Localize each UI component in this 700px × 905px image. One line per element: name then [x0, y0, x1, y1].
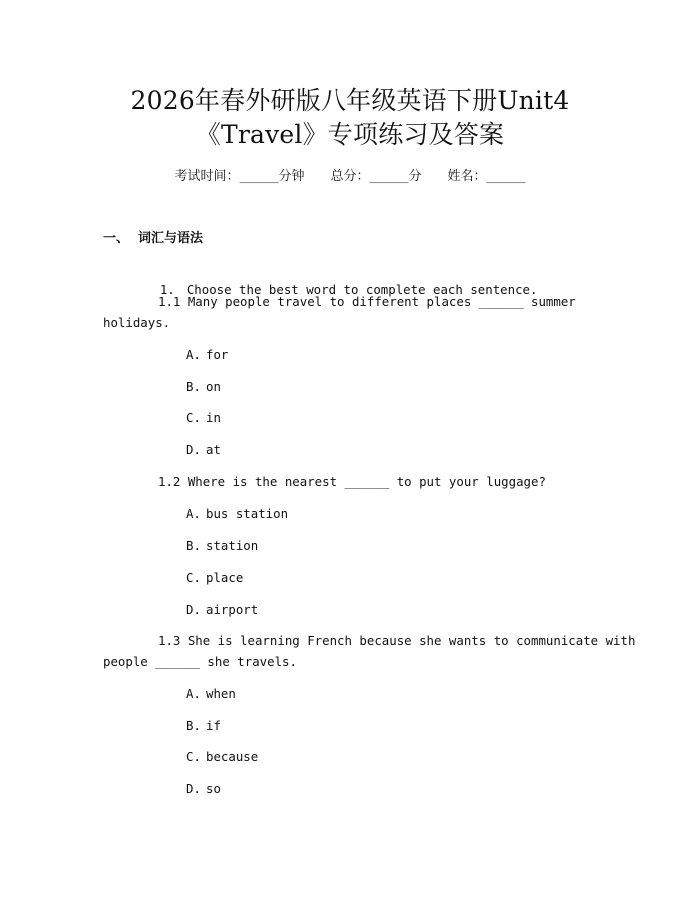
option-1-3-b — [186, 716, 221, 736]
name-field: 姓名：______ — [447, 169, 526, 184]
option-letter: D. — [186, 602, 201, 617]
option-1-1-b — [186, 377, 221, 397]
option-letter: A. — [186, 506, 201, 521]
option-letter: C. — [186, 749, 201, 764]
option-1-1-d — [186, 440, 221, 460]
option-text: because — [206, 749, 259, 764]
option-text: in — [206, 410, 221, 425]
question-1-3-text: 1.3 She is learning French because she wants to communicate with — [158, 633, 636, 648]
option-text: on — [206, 379, 221, 394]
option-1-3-d — [186, 779, 221, 799]
option-letter: A. — [186, 347, 201, 362]
document-title-line2: 《Travel》专项练习及答案 — [195, 120, 505, 149]
option-letter: D. — [186, 442, 201, 457]
option-text: when — [206, 686, 236, 701]
exam-time-field: 考试时间：______分钟 — [174, 169, 305, 184]
option-text: if — [206, 718, 221, 733]
option-letter: C. — [186, 570, 201, 585]
option-1-2-d — [186, 600, 258, 620]
option-letter: C. — [186, 410, 201, 425]
document-title-line1: 2026年春外研版八年级英语下册Unit4 — [130, 86, 570, 115]
question-1-3-continuation: people ______ she travels. — [103, 654, 297, 669]
option-1-2-b — [186, 536, 258, 556]
option-text: for — [206, 347, 229, 362]
option-1-3-a — [186, 684, 236, 704]
section-heading — [103, 229, 203, 249]
option-text: place — [206, 570, 244, 585]
option-1-2-a — [186, 504, 288, 524]
question-instruction-text: Choose the best word to complete each sentence. — [186, 282, 538, 297]
exam-info — [0, 167, 700, 187]
option-text: so — [206, 781, 221, 796]
total-score-field: 总分：______分 — [330, 169, 422, 184]
option-letter: D. — [186, 781, 201, 796]
option-letter: B. — [186, 718, 201, 733]
question-1-2-text: 1.2 Where is the nearest ______ to put your luggage? — [158, 474, 546, 489]
question-1-1-continuation: holidays. — [103, 315, 171, 330]
question-number: 1. — [159, 282, 175, 297]
option-text: station — [206, 538, 259, 553]
option-text: airport — [206, 602, 259, 617]
option-text: at — [206, 442, 221, 457]
option-1-3-c — [186, 747, 258, 767]
option-letter: B. — [186, 538, 201, 553]
option-letter: B. — [186, 379, 201, 394]
question-1-1-text: 1.1 Many people travel to different places ______ summer — [158, 294, 576, 309]
section-number: 一、 — [103, 231, 130, 246]
section-title: 词汇与语法 — [138, 231, 204, 246]
option-letter: A. — [186, 686, 201, 701]
option-text: bus station — [206, 506, 289, 521]
option-1-1-c — [186, 408, 221, 428]
option-1-2-c — [186, 568, 243, 588]
option-1-1-a — [186, 345, 228, 365]
